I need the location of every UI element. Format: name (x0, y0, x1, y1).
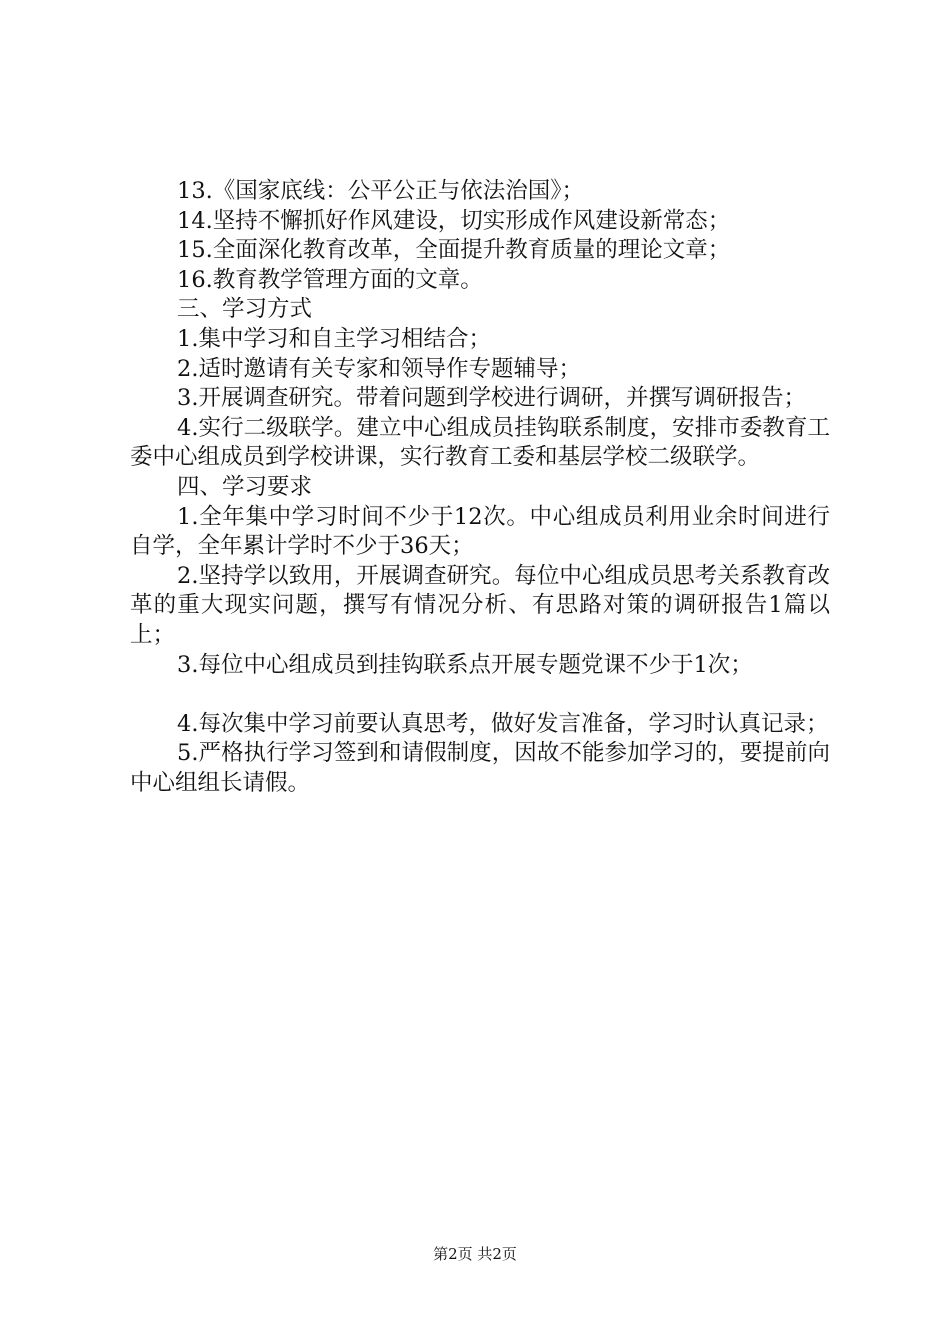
section-heading-study-methods: 三、学习方式 (177, 296, 313, 323)
list-item-16: 16.教育教学管理方面的文章。 (177, 266, 483, 293)
method-item-1: 1.集中学习和自主学习相结合； (177, 325, 491, 352)
requirement-item-1: 1.全年集中学习时间不少于12次。中心组成员利用业余时间进行自学，全年累计学时不少于36天； (130, 503, 830, 560)
blank-line (130, 680, 830, 710)
requirement-item-4: 4.每次集中学习前要认真思考，做好发言准备，学习时认真记录； (177, 710, 829, 737)
list-item-14: 14.坚持不懈抓好作风建设，切实形成作风建设新常态； (177, 207, 731, 234)
requirement-item-3: 3.每位中心组成员到挂钩联系点开展专题党课不少于1次； (177, 651, 753, 678)
page-number-footer: 第2页 共2页 (433, 1245, 517, 1263)
document-body (130, 177, 830, 798)
requirement-item-2: 2.坚持学以致用，开展调查研究。每位中心组成员思考关系教育改革的重大现实问题，撰写有情况分析、有思路对策的调研报告1篇以上； (130, 562, 830, 648)
method-item-2: 2.适时邀请有关专家和领导作专题辅导； (177, 355, 581, 382)
method-item-4: 4.实行二级联学。建立中心组成员挂钩联系制度，安排市委教育工委中心组成员到学校讲课，实行教育工委和基层学校二级联学。 (130, 414, 830, 471)
method-item-3: 3.开展调查研究。带着问题到学校进行调研，并撰写调研报告； (177, 385, 806, 412)
list-item-15: 15.全面深化教育改革，全面提升教育质量的理论文章； (177, 237, 731, 264)
requirement-item-5: 5.严格执行学习签到和请假制度，因故不能参加学习的，要提前向中心组组长请假。 (130, 740, 830, 796)
section-heading-study-requirements: 四、学习要求 (177, 473, 313, 500)
list-item-13: 13.《国家底线：公平公正与依法治国》； (177, 178, 585, 204)
